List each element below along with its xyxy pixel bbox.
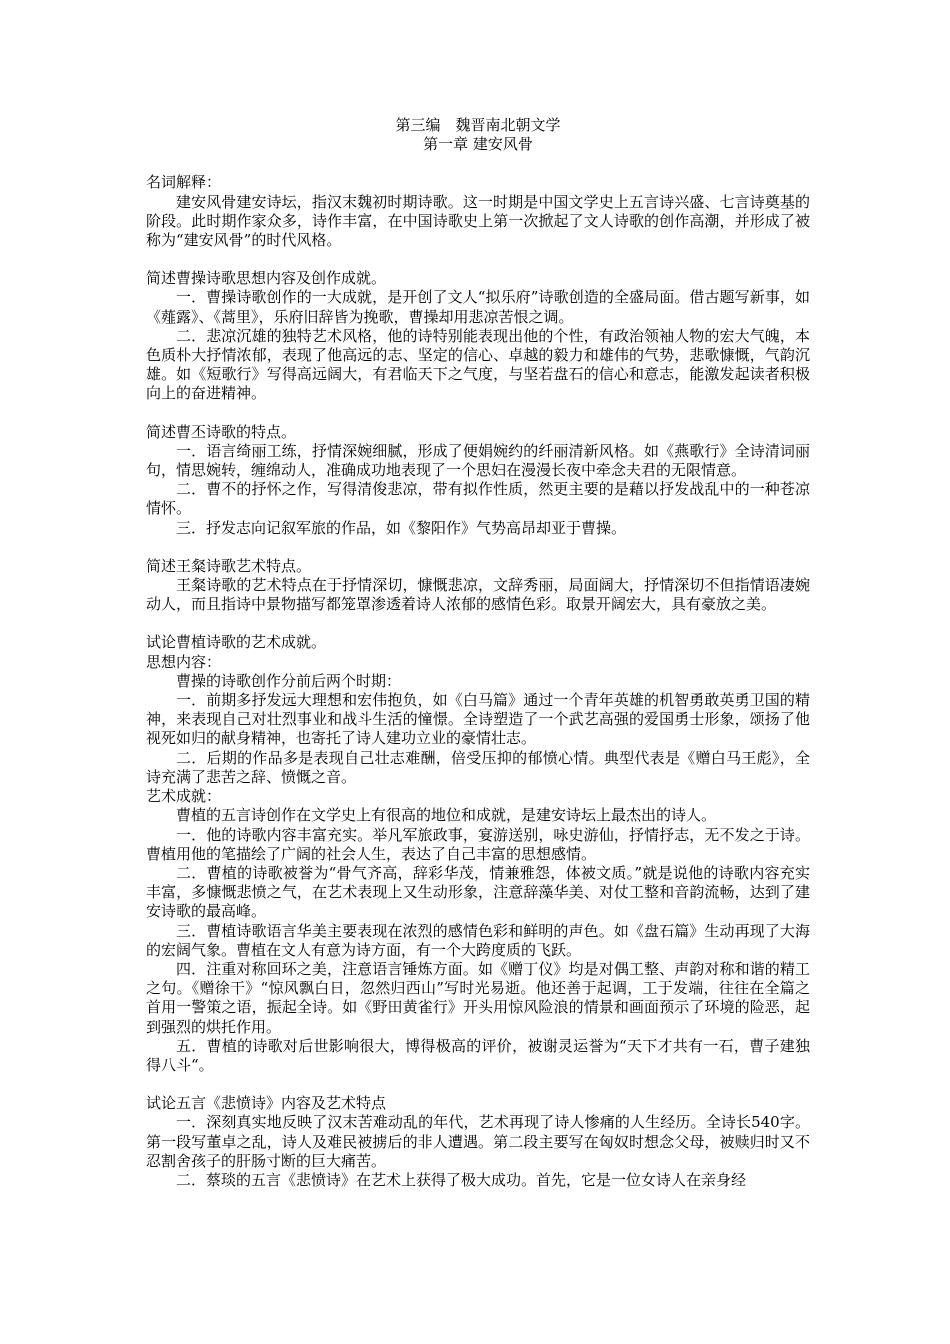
section-heading: 简述曹操诗歌思想内容及创作成就。 — [146, 269, 387, 288]
chapter-title: 第一章 建安风骨 — [423, 135, 533, 154]
paragraph: 二．曹植的诗歌被誉为“骨气齐高，辞彩华茂，情兼雅怨，体被文质。”就是说他的诗歌内容充实丰富，多慷慨悲愤之气，在艺术表现上又生动形象，注意辞藻华美、对仗工整和音韵流畅，达到了建安诗歌的最高峰。 — [146, 863, 810, 921]
paragraph: 一．前期多抒发远大理想和宏伟抱负，如《白马篇》通过一个青年英雄的机智勇敢英勇卫国的精神，来表现自己对壮烈事业和战斗生活的憧憬。全诗塑造了一个武艺高强的爱国勇士形象，颂扬了他视死如归的献身精神，也寄托了诗人建功立业的豪情壮志。 — [146, 691, 810, 748]
paragraph: 五．曹植的诗歌对后世影响很大，博得极高的评价，被谢灵运誉为“天下才共有一石，曹子建独得八斗“。 — [146, 1036, 810, 1074]
paragraph: 三．曹植诗歌语言华美主要表现在浓烈的感情色彩和鲜明的声色。如《盘石篇》生动再现了大海的宏阔气象。曹植在文人有意为诗方面，有一个大跨度质的飞跃。 — [146, 921, 810, 959]
section-heading: 试论五言《悲愤诗》内容及艺术特点 — [146, 1094, 387, 1113]
paragraph: 一．曹操诗歌创作的一大成就，是开创了文人“拟乐府”诗歌创造的全盛局面。借古题写新事，如《薤露》、《蒿里》，乐府旧辞皆为挽歌，曹操却用悲凉苦恨之调。 — [146, 288, 810, 326]
paragraph: 王粲诗歌的艺术特点在于抒情深切，慷慨悲凉，文辞秀丽，局面阔大，抒情深切不但指情语凄婉动人，而且指诗中景物描写都笼罩渗透着诗人浓郁的感情色彩。取景开阔宏大，具有豪放之美。 — [146, 576, 810, 614]
paragraph: 曹操的诗歌创作分前后两个时期： — [176, 671, 402, 690]
section-heading: 简述王粲诗歌艺术特点。 — [146, 556, 312, 575]
part-title: 第三编 魏晋南北朝文学 — [395, 116, 561, 134]
paragraph: 一．他的诗歌内容丰富充实。举凡军旅政事，宴游送别，咏史游仙，抒情抒志，无不发之于诗。曹植用他的笔描绘了广阔的社会人生，表达了自己丰富的思想感情。 — [146, 825, 810, 863]
section-heading: 简述曹丕诗歌的特点。 — [146, 422, 297, 441]
paragraph: 二．蔡琰的五言《悲愤诗》在艺术上获得了极大成功。首先，它是一位女诗人在亲身经 — [176, 1170, 747, 1189]
paragraph: 建安风骨建安诗坛，指汉末魏初时期诗歌。这一时期是中国文学史上五言诗兴盛、七言诗奠基的阶段。此时期作家众多，诗作丰富，在中国诗歌史上第一次掀起了文人诗歌的创作高潮，并形成了被称为“建安风骨”的时代风格。 — [146, 192, 810, 250]
paragraph: 曹植的五言诗创作在文学史上有很高的地位和成就，是建安诗坛上最杰出的诗人。 — [176, 806, 717, 825]
section-heading: 试论曹植诗歌的艺术成就。 — [146, 633, 327, 652]
paragraph: 三．抒发志向记叙军旅的作品，如《黎阳作》气势高昂却亚于曹操。 — [176, 518, 627, 537]
section-heading: 名词解释： — [146, 173, 222, 192]
paragraph: 四．注重对称回环之美，注意语言锤炼方面。如《赠丁仪》均是对偶工整、声韵对称和谐的精工之句。《赠徐干》“惊风飘白日，忽然归西山”写时光易逝。他还善于起调，工于发端，往往在全篇之首用一警策之语，振起全诗。如《野田黄雀行》开头用惊风险浪的情景和画面预示了环境的险恶，起到强烈的烘托作用。 — [146, 959, 810, 1036]
paragraph: 二．后期的作品多是表现自己壮志难酬，倍受压抑的郁愤心情。典型代表是《赠白马王彪》，全诗充满了悲苦之辞、愤慨之音。 — [146, 748, 810, 786]
paragraph: 二．悲凉沉雄的独特艺术风格，他的诗特别能表现出他的个性，有政治领袖人物的宏大气魄，本色质朴大抒情浓郁，表现了他高远的志、坚定的信心、卓越的毅力和雄伟的气势，悲歌慷慨，气韵沉雄。如《短歌行》写得高远阔大，有君临天下之气度，与坚若盘石的信心和意志，能激发起读者积极向上的奋进精神。 — [146, 326, 810, 403]
document-page — [146, 116, 810, 1190]
subsection-heading: 思想内容： — [146, 652, 222, 671]
subsection-heading: 艺术成就： — [146, 787, 222, 806]
paragraph: 二．曹不的抒怀之作，写得清俊悲凉，带有拟作性质，然更主要的是藉以抒发战乱中的一种苍凉情怀。 — [146, 480, 810, 518]
paragraph: 一．深刻真实地反映了汉末苦难动乱的年代，艺术再现了诗人惨痛的人生经历。全诗长540字。第一段写董卓之乱，诗人及难民被掳后的非人遭遇。第二段主要写在匈奴时想念父母，被赎归时又不忍割舍孩子的肝肠寸断的巨大痛苦。 — [146, 1113, 810, 1170]
paragraph: 一．语言绮丽工练，抒情深婉细腻，形成了便娟婉约的纤丽清新风格。如《燕歌行》全诗清词丽句，情思婉转，缠绵动人，准确成功地表现了一个思妇在漫漫长夜中牵念夫君的无限情意。 — [146, 441, 810, 480]
